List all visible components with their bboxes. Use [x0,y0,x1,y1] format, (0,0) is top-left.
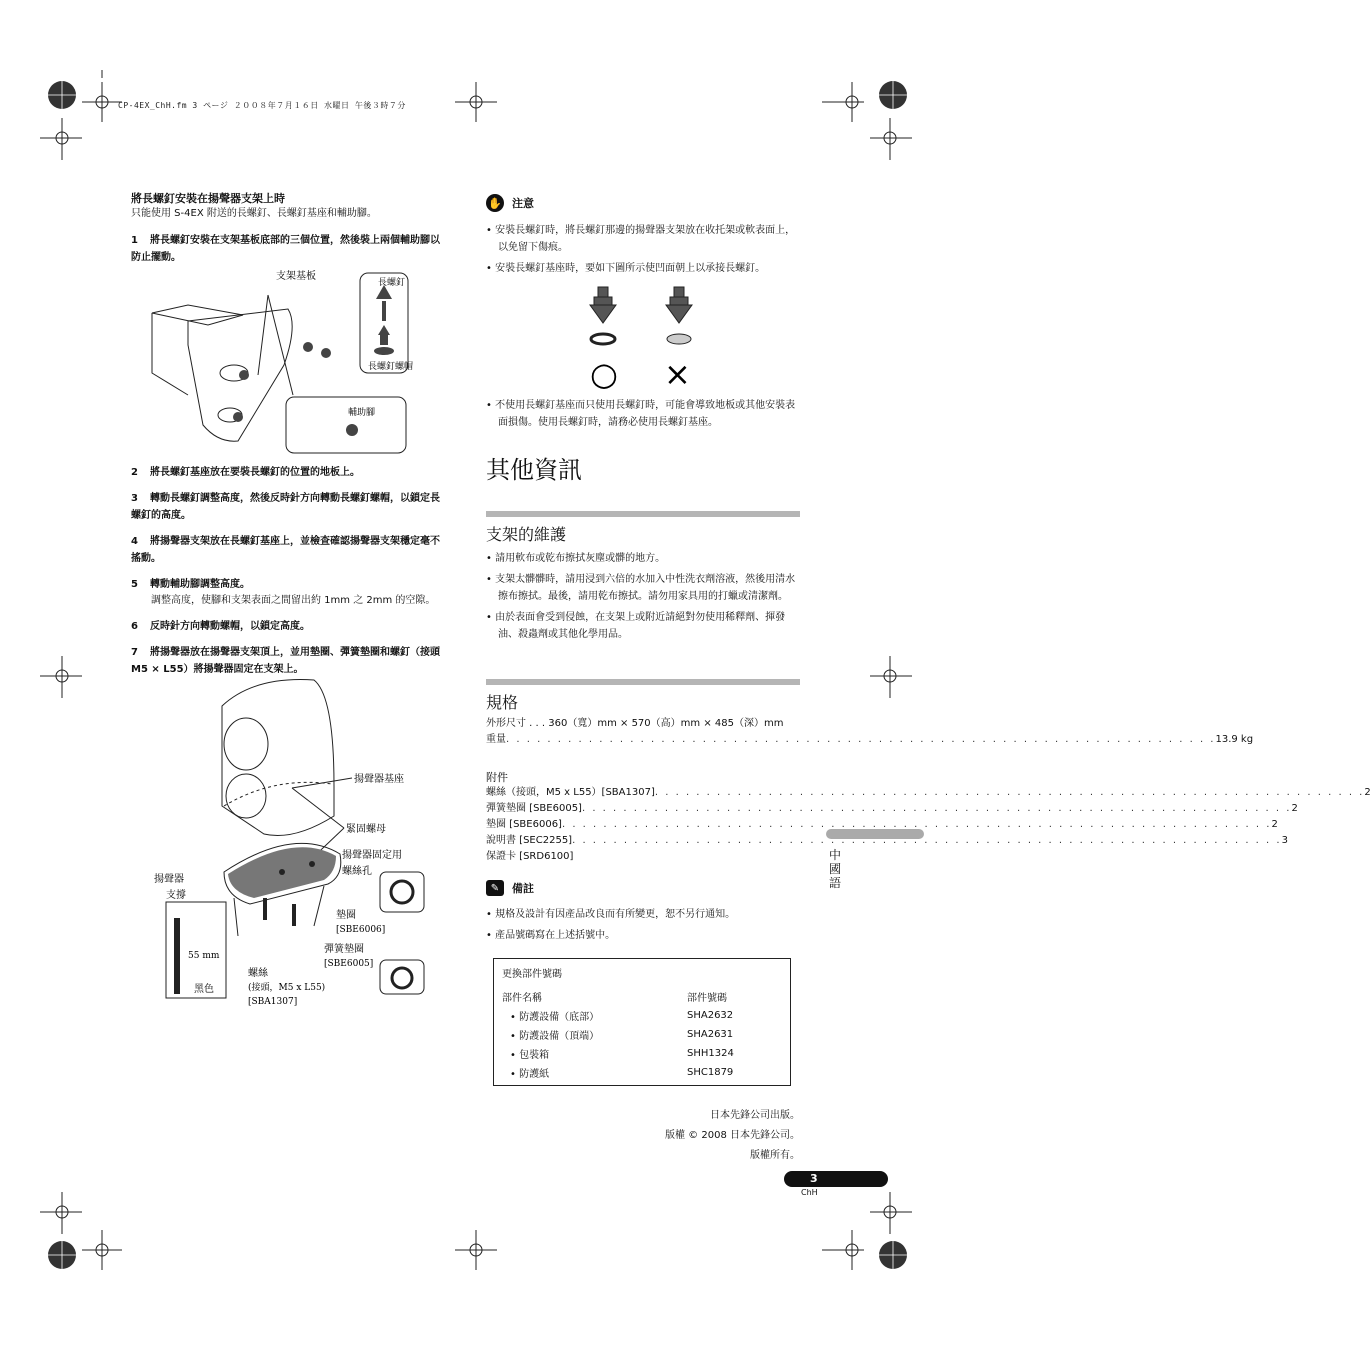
page-number: 3 [810,1172,818,1185]
replacement-parts-table [493,958,791,1086]
spec-list [486,716,1254,748]
caution-heading: ✋ 注意 [486,194,800,212]
section-title: 將長螺釘安裝在揚聲器支架上時 [131,192,285,205]
note-item-1: • 規格及設計有因產品改良而有所變更，恕不另行通知。 [486,909,736,920]
step-7: 7 將揚聲器放在揚聲器支架頂上，並用墊圈、彈簧墊圈和螺釘（接頭 M5 × L55）將揚聲器固定在支架上。 [131,647,440,675]
fig-label-base: 支架基板 [276,271,316,282]
fig2-stand-2: 支撐 [166,890,186,901]
step-5: 5 轉動輔助腳調整高度。 [131,579,250,590]
hand-icon: ✋ [486,194,504,212]
caution-item-3: • 不使用長螺釘基座而只使用長螺釘時，可能會導致地板或其他安裝表面損傷。使用長螺釘時，請務必使用長螺釘基座。 [486,400,796,428]
caution-item-1: • 安裝長螺釘時，將長螺釘那邊的揚聲器支架放在收托架或軟表面上，以免留下傷痕。 [486,225,796,253]
fig-label-spike: 長螺釘 [378,278,406,288]
fig-label-aux: 輔助腳 [348,408,376,418]
note-item-2: • 產品號碼寫在上述括號中。 [486,930,616,941]
fig-label-spike-base: 長螺釘螺帽 [368,362,414,372]
fig2-spring-code: [SBE6005] [324,959,374,969]
section-bar-2 [486,679,800,685]
spec-size: 外形尺寸 . . . 360（寬）mm × 570（高）mm × 485（深）mm [486,718,784,729]
maint-title: 支架的維護 [486,525,567,544]
pencil-icon: ✎ [486,880,504,896]
fig2-screw-spec: (接頭，M5 x L55) [248,983,326,993]
caution-block [486,194,800,277]
side-tab-bar [826,829,924,839]
step-6: 6 反時針方向轉動螺帽，以鎖定高度。 [131,621,310,632]
acc-item-3: 墊圈 [SBE6006] . . . 2 [486,817,800,833]
acc-title: 附件 [486,771,508,784]
fig2-screw: 螺絲 [248,968,268,979]
parts-row: • 防護紙 SHC1879 [510,1067,734,1080]
spec-weight: 重量 . . . 13.9 kg [486,732,800,748]
steps-block [131,464,449,678]
step-5-detail: 調整高度，使腳和支架表面之間留出約 1mm 之 2mm 的空隙。 [151,595,436,606]
left-column [131,190,449,266]
parts-row: • 包裝箱 SHH1324 [510,1048,734,1061]
step-4: 4 將揚聲器支架放在長螺釘基座上，並檢查確認揚聲器支架穩定毫不搖動。 [131,536,440,564]
footer-line-2: 版權 © 2008 日本先鋒公司。 [665,1130,800,1141]
speaker-mount-figure [154,666,426,1007]
fig2-speaker-base: 揚聲器基座 [354,774,404,785]
acc-item-4: 說明書 [SEC2255] . . . 3 [486,833,800,849]
acc-item-1: 螺絲（接頭，M5 x L55）[SBA1307] . . . 2 [486,785,800,801]
spike-install-figure [148,265,414,455]
fig2-hole-2: 螺絲孔 [342,866,372,877]
step-3: 3 轉動長螺釘調整高度，然後反時針方向轉動長螺釘螺帽，以鎖定長螺釘的高度。 [131,493,440,521]
side-tab-label: 中國語 [829,848,842,890]
acc-item-2: 彈簧墊圈 [SBE6005] . . . 2 [486,801,800,817]
section-subtitle: 只能使用 S-4EX 附送的長螺釘、長螺釘基座和輔助腳。 [131,208,377,219]
parts-title: 更換部件號碼 [502,969,562,980]
caution-block-2 [486,397,800,431]
maint-list [486,550,800,643]
note-block [486,880,800,944]
step-2: 2 將長螺釘基座放在要裝長螺釘的位置的地板上。 [131,467,360,478]
note-heading: ✎ 備註 [486,880,800,896]
maint-item-1: • 請用軟布或乾布擦拭灰塵或髒的地方。 [486,553,666,564]
parts-row: • 防護設備（底部） SHA2632 [510,1010,734,1023]
parts-header: 部件名稱 部件號碼 [502,993,727,1004]
fig2-spring: 彈簧墊圈 [324,944,364,955]
parts-row: • 防護設備（頂端） SHA2631 [510,1029,734,1042]
fig2-washer: 墊圈 [336,910,356,921]
fig2-color: 黑色 [194,984,214,995]
fig2-length: 55 mm [188,951,220,961]
publisher-footer [560,1106,800,1166]
maint-item-2: • 支架太髒髒時，請用浸到六倍的水加入中性洗衣劑溶液，然後用清水擦布擦拭。最後，請用乾布擦拭。請勿用家具用的打蠟或清潔劑。 [486,574,796,602]
maint-item-3: • 由於表面會受到侵蝕，在支架上或附近請絕對勿使用稀釋劑、揮發油、殺蟲劑或其他化學用品。 [486,612,786,640]
acc-item-5: 保證卡 [SRD6100] [486,851,574,862]
ok-mark: ○ [590,355,618,393]
footer-line-1: 日本先鋒公司出版。 [710,1110,800,1121]
accessories [486,769,1371,865]
fig2-screw-code: [SBA1307] [248,997,298,1007]
page-number-pill [784,1171,888,1187]
page-suffix: ChH [801,1188,818,1197]
fig2-stand-1: 揚聲器 [154,874,184,885]
main-title: 其他資訊 [486,456,582,484]
section-bar-1 [486,511,800,517]
spec-title: 規格 [486,693,519,712]
file-header: CP-4EX_ChH.fm 3 ページ ２００８年７月１６日 水曜日 午後３時７分 [118,101,406,110]
fig2-nut: 緊固螺母 [346,824,386,835]
fig2-hole-1: 揚聲器固定用 [342,850,402,861]
footer-line-3: 版權所有。 [750,1150,800,1161]
ng-mark: × [664,355,691,393]
caution-item-2: • 安裝長螺釘基座時，要如下圖所示使凹面朝上以承接長螺釘。 [486,263,766,274]
step-1: 1 將長螺釘安裝在支架基板底部的三個位置，然後裝上兩個輔助腳以防止擺動。 [131,235,440,263]
spike-base-orientation-figure [580,285,710,391]
fig2-washer-code: [SBE6006] [336,925,386,935]
